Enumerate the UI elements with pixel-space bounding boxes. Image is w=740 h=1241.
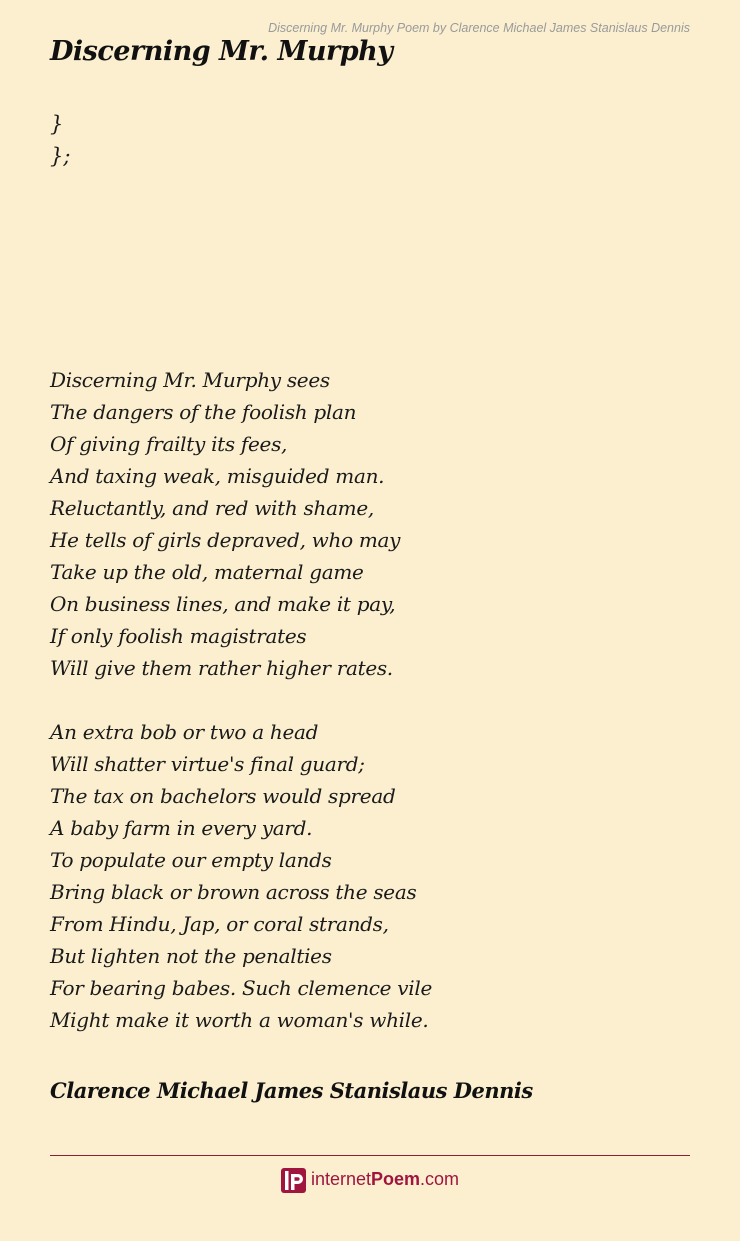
poem-title: Discerning Mr. Murphy (50, 36, 393, 67)
poem-line: On business lines, and make it pay, (50, 592, 396, 616)
code-residue-line: }; (50, 144, 71, 168)
stanza-2 (50, 716, 432, 1036)
poem-body (50, 364, 432, 1068)
code-residue-line: } (50, 112, 64, 136)
poem-line: Will give them rather higher rates. (50, 656, 393, 680)
logo-text-internet: internet (310, 1169, 371, 1189)
poem-line: If only foolish magistrates (50, 624, 307, 648)
code-residue (50, 108, 70, 172)
poem-line: But lighten not the penalties (50, 944, 332, 968)
poem-line: For bearing babes. Such clemence vile (50, 976, 433, 1000)
poem-line: And taxing weak, misguided man. (50, 464, 385, 488)
header-caption: Discerning Mr. Murphy Poem by Clarence Michael James Stanislaus Dennis (268, 21, 690, 35)
poem-line: To populate our empty lands (50, 848, 332, 872)
poem-line: Will shatter virtue's final guard; (50, 752, 365, 776)
poem-line: The tax on bachelors would spread (50, 784, 396, 808)
poem-line: Of giving frailty its fees, (50, 432, 288, 456)
poem-line: From Hindu, Jap, or coral strands, (50, 912, 389, 936)
poem-line: Take up the old, maternal game (50, 560, 364, 584)
poem-line: Reluctantly, and red with shame, (50, 496, 374, 520)
poem-line: Might make it worth a woman's while. (50, 1008, 429, 1032)
poem-line: The dangers of the foolish plan (50, 400, 357, 424)
author-name[interactable]: Clarence Michael James Stanislaus Dennis (50, 1078, 533, 1103)
footer-logo-link[interactable] (0, 1166, 740, 1193)
stanza-1 (50, 364, 432, 684)
poem-line: Bring black or brown across the seas (50, 880, 417, 904)
logo-text-poem: Poem (371, 1169, 421, 1189)
footer-divider (50, 1155, 690, 1156)
logo-text-com: .com (420, 1169, 460, 1189)
poem-line: Discerning Mr. Murphy sees (50, 368, 330, 392)
poem-line: An extra bob or two a head (50, 720, 319, 744)
ip-logo-icon (281, 1168, 306, 1193)
poem-line: He tells of girls depraved, who may (50, 528, 401, 552)
poem-line: A baby farm in every yard. (50, 816, 313, 840)
